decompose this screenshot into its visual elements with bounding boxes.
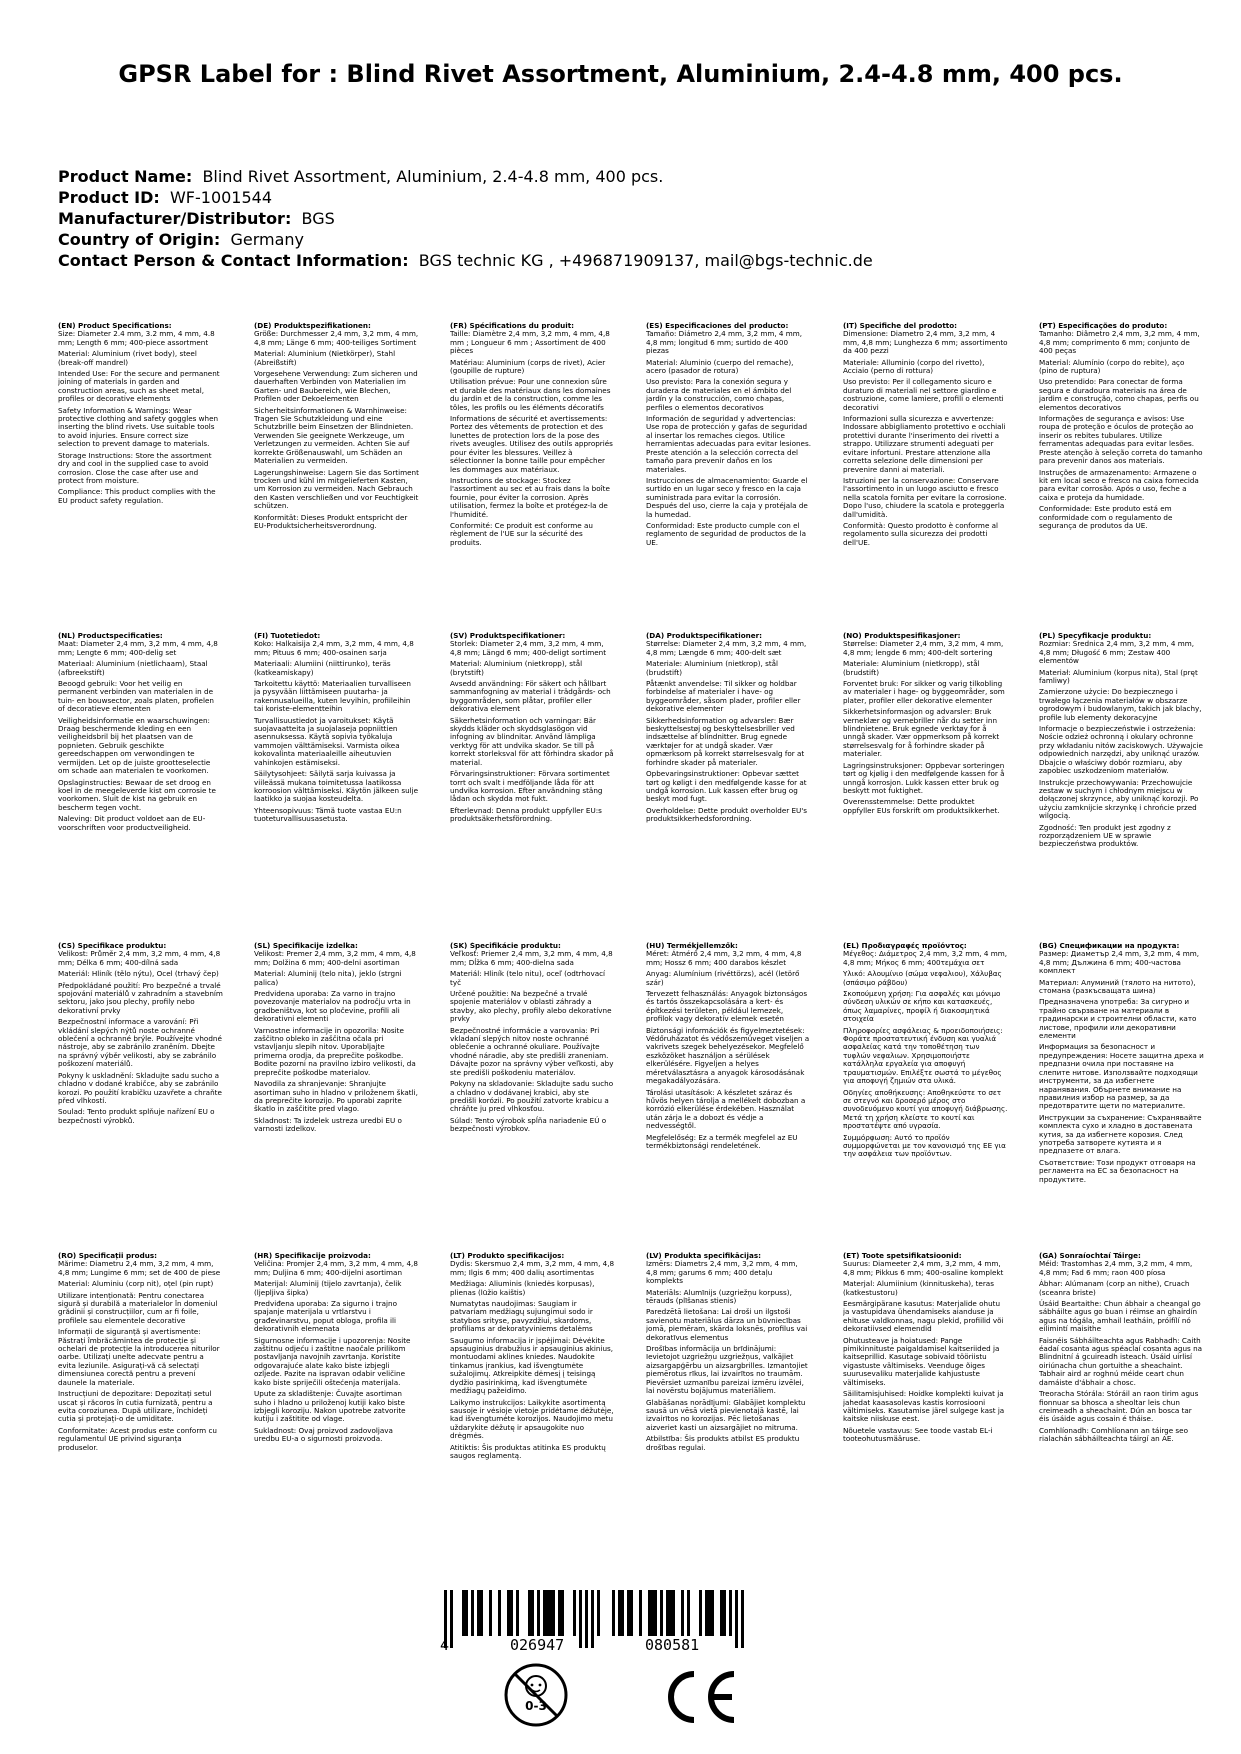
spec-paragraph: Glabāšanas norādījumi: Glabājiet komplektu sausā un vēsā vietā pievienotajā kastē, lai izvairītos no korozijas. Pēc lietošanas aizveriet kasti un aizsargājiet no mitruma. [646, 1397, 806, 1432]
spec-paragraph: Material: Aluminiu (corp nit), oțel (pin rupt) [58, 1279, 214, 1289]
spec-heading: (ES) Especificaciones del producto: [646, 322, 789, 330]
info-label: Contact Person & Contact Information: [58, 251, 409, 270]
spec-paragraph: Tervezett felhasználás: Anyagok biztonságos és tartós összekapcsolására a kert- és építkezési területen, például lemezek, profilok vagy dekoratív elemek esetén [646, 989, 808, 1024]
spec-heading: (PT) Especificações do produto: [1039, 322, 1168, 330]
spec-paragraph: Navodila za shranjevanje: Shranjujte asortiman suho in hladno v priloženem škatli, da preprečite korozijo. Po uporabi zaprite škatlo in zaščitite pred vlago. [254, 1079, 418, 1114]
barcode-bar [498, 1590, 501, 1636]
spec-paragraph: Bezpečnostní informace a varování: Při vkládání slepých nýtů noste ochranné oblečení a ochranné brýle. Používejte vhodné nástroje, aby se zabránilo zraněním. Dbejte na správný výběr velikosti, aby se zabránilo poškození materiálů. [58, 1017, 222, 1069]
spec-paragraph: Tamanho: Diâmetro 2,4 mm, 3,2 mm, 4 mm, 4,8 mm; comprimento 6 mm; conjunto de 400 peças [1039, 329, 1200, 356]
spec-heading: (NL) Productspecificaties: [58, 632, 163, 640]
barcode-bar [711, 1590, 714, 1636]
spec-paragraph: Nõuetele vastavus: See toode vastab EL-i tooteohutusmääruse. [843, 1425, 993, 1444]
spec-paragraph: Størrelse: Diameter 2,4 mm, 3,2 mm, 4 mm, 4,8 mm; lengde 6 mm; 400-delt sortering [843, 639, 1004, 657]
spec-paragraph: Turvallisuustiedot ja varoitukset: Käytä suojavaatteita ja suojalaseja popniittien asennuksessa. Käytä sopivia työkaluja vammojen välttämiseksi. Varmista oikea kokovalinta materiaaleille aiheutuvien vahinkojen estämiseksi. [254, 715, 400, 767]
spec-heading: (LV) Produkta specifikācijas: [646, 1252, 761, 1260]
info-row [58, 250, 1198, 271]
spec-paragraph: Информация за безопасност и предупреждения: Носете защитна дреха и предпазни очила при поставяне на слепите нитове. Използвайте подходящи инструменти, за да избегнете наранявания. Обърнете внимание на правилния избор на размер, за да предотвратите щети по материалите. [1039, 1042, 1204, 1111]
spec-paragraph: Overholdelse: Dette produkt overholder EU's produktsikkerhedsforordning. [646, 805, 808, 824]
spec-paragraph: Dydis: Skersmuo 2,4 mm, 3,2 mm, 4 mm, 4,8 mm; Ilgis 6 mm; 400 dalių asortimentas [450, 1259, 615, 1277]
barcode-bar [465, 1590, 468, 1636]
barcode-bar [573, 1590, 576, 1636]
barcode-bar [597, 1590, 600, 1636]
product-info [58, 166, 1198, 271]
spec-paragraph: Safety Information & Warnings: Wear protective clothing and safety goggles when inserting the blind rivets. Use suitable tools to avoid injuries. Ensure correct size selection to prevent damage to materials. [58, 405, 219, 449]
barcode-bar [639, 1590, 642, 1636]
spec-paragraph: Предназначена употреба: За сигурно и трайно свързване на материали в градинарски и строителни области, като листове, профили или декоративни елементи [1039, 997, 1197, 1041]
spec-block [254, 1252, 419, 1552]
barcode-bar [507, 1590, 510, 1636]
spec-paragraph: Uso pretendido: Para conectar de forma segura e duradoura materiais na área de jardim e construção, como chapas, perfis ou elementos decorativos [1039, 377, 1199, 412]
spec-paragraph: Predviđena uporaba: Za sigurno i trajno spajanje materijala u vrtlarstvu i građevinarstvu, poput obloga, profila ili dekorativnih elemenata [254, 1299, 397, 1334]
spec-heading: (FR) Spécifications du produit: [450, 322, 575, 330]
spec-heading: (RO) Specificații produs: [58, 1252, 157, 1260]
info-value: BGS [301, 209, 335, 228]
spec-paragraph: Conformità: Questo prodotto è conforme al regolamento sulla sicurezza dei prodotti dell'UE. [843, 520, 999, 547]
spec-block [843, 942, 1008, 1242]
spec-heading: (NO) Produktspesifikasjoner: [843, 632, 961, 640]
barcode-bar [546, 1590, 549, 1636]
spec-paragraph: Upute za skladištenje: Čuvajte asortiman suho i hladno u priloženoj kutiji kako biste izbjegli koroziju. Nakon upotrebe zatvorite kutiju i zaštitite od vlage. [254, 1389, 406, 1424]
spec-paragraph: Größe: Durchmesser 2,4 mm, 3,2 mm, 4 mm, 4,8 mm; Länge 6 mm; 400-teiliges Sortiment [254, 329, 419, 347]
info-row [58, 166, 1198, 187]
spec-heading: (IT) Specifiche del prodotto: [843, 322, 958, 330]
spec-paragraph: Konformität: Dieses Produkt entspricht der EU-Produktsicherheitsverordnung. [254, 512, 408, 530]
spec-paragraph: Vorgesehene Verwendung: Zum sicheren und dauerhaften Verbinden von Materialien im Garten- und Baubereich, wie Blechen, Profilen oder Dekoelementen [254, 369, 418, 404]
spec-paragraph: Saugumo informacija ir įspėjimai: Dėvėkite apsauginius drabužius ir apsauginius akinius, montuodami aklines kniedes. Naudokite tinkamus įrankius, kad išvengtumėte sužalojimų. Atkreipkite dėmesį į teisingą dydžio pasirinkimą, kad išvengtumėte medžiagų pažeidimo. [450, 1335, 614, 1396]
spec-heading: (EN) Product Specifications: [58, 322, 172, 330]
barcode-bar [480, 1590, 483, 1636]
spec-paragraph: Materiale: Alluminio (corpo del rivetto), Acciaio (perno di rottura) [843, 357, 985, 376]
spec-paragraph: Forventet bruk: For sikker og varig tilkobling av materialer i hage- og byggeområder, som plater, profiler eller dekorative elementer [843, 679, 1005, 705]
spec-paragraph: Avsedd användning: För säkert och hållbart sammanfogning av material i trädgårds- och byggområden, som plåtar, profiler eller dekorativa element [450, 679, 611, 714]
spec-paragraph: Medžiaga: Aliuminis (kniedės korpusas), plienas (lūžio kaištis) [450, 1279, 595, 1297]
spec-block [1039, 632, 1204, 932]
spec-paragraph: Opbevaringsinstruktioner: Opbevar sættet tørt og køligt i den medfølgende kasse for at undgå korrosion. Luk kassen efter brug og beskyt mod fugt. [646, 769, 807, 804]
spec-paragraph: Material: Aluminio (cuerpo del remache), acero (pasador de rotura) [646, 357, 794, 376]
barcode-bar [561, 1590, 564, 1636]
barcode-bar [651, 1590, 654, 1636]
spec-paragraph: Material: Aluminium (nietkropp), stål (brytstift) [450, 659, 583, 677]
spec-paragraph: Velikost: Premer 2,4 mm, 3,2 mm, 4 mm, 4,8 mm; Dolžina 6 mm; 400-delni asortiman [254, 949, 416, 967]
info-label: Manufacturer/Distributor: [58, 209, 292, 228]
spec-paragraph: Tamaño: Diámetro 2,4 mm, 3,2 mm, 4 mm, 4,8 mm; longitud 6 mm; surtido de 400 piezas [646, 329, 803, 356]
spec-paragraph: Tarkoitettu käyttö: Materiaalien turvalliseen ja pysyvään liittämiseen puutarha- ja rakennusalueilla, kuten levyihin, profiileihin tai koriste-elementteihin [254, 679, 411, 714]
barcode-bar [528, 1590, 531, 1636]
barcode-bar [477, 1590, 480, 1636]
spec-paragraph: Taille: Diamètre 2,4 mm, 3,2 mm, 4 mm, 4,8 mm ; Longueur 6 mm ; Assortiment de 400 pièces [450, 329, 610, 356]
spec-paragraph: Veiligheidsinformatie en waarschuwingen: Draag beschermende kleding en een veiligheidsbril bij het plaatsen van de popnieten. Gebruik geschikte gereedschappen om verwondingen te vermijden. Let op de juiste grootteselectie om schade aan materialen te voorkomen. [58, 715, 211, 776]
spec-paragraph: Megfelelőség: Ez a termék megfelel az EU termékbiztonsági rendeletének. [646, 1132, 798, 1150]
spec-heading: (EL) Προδιαγραφές προϊόντος: [843, 942, 967, 950]
spec-block [450, 1252, 615, 1552]
spec-paragraph: Varnostne informacije in opozorila: Nosite zaščitno obleko in zaščitna očala pri vstavljanju slepih nitov. Uporabljajte primerna orodja, da preprečite poškodbe. Bodite pozorni na pravilno izbiro velikosti, da preprečite poškodbe materialov. [254, 1025, 416, 1077]
spec-paragraph: Съответствие: Този продукт отговаря на регламента на ЕС за безопасност на продуктите. [1039, 1157, 1196, 1184]
spec-paragraph: Materiāls: Alumīnijs (uzgriežņu korpuss), tērauds (plīšanas stienis) [646, 1287, 792, 1306]
spec-heading: (HU) Termékjellemzők: [646, 942, 738, 950]
spec-paragraph: Información de seguridad y advertencias: Use ropa de protección y gafas de seguridad al insertar los remaches ciegos. Utilice herramientas adecuadas para evitar lesiones. Preste atención a la selección correcta del tamaño para prevenir daños en los materiales. [646, 414, 811, 474]
spec-paragraph: Materjal: Alumiinium (kinnituskeha), teras (katkestustoru) [843, 1279, 994, 1297]
spec-block [58, 632, 223, 932]
spec-paragraph: Инструкции за съхранение: Съхранявайте комплекта сухо и хладно в доставената кутия, за да избегнете корозия. След употреба затворете кутията и я предпазете от влага. [1039, 1112, 1202, 1156]
spec-paragraph: Mărime: Diametru 2,4 mm, 3,2 mm, 4 mm, 4,8 mm; Lungime 6 mm; set de 400 de piese [58, 1259, 221, 1277]
barcode-bar [531, 1590, 534, 1636]
spec-block [450, 942, 615, 1242]
spec-paragraph: Veličina: Promjer 2,4 mm, 3,2 mm, 4 mm, 4,8 mm; Duljina 6 mm; 400-dijelni asortiman [254, 1259, 418, 1277]
spec-paragraph: Informações de segurança e avisos: Use roupa de proteção e óculos de proteção ao inserir os rebites tubulares. Utilize ferramentas adequadas para evitar lesões. Preste atenção à seleção correta do tamanho para prevenir danos aos materiais. [1039, 414, 1203, 466]
barcode-bar [543, 1590, 546, 1636]
spec-paragraph: Bezpečnostné informácie a varovania: Pri vkladaní slepých nitov noste ochranné oblečenie a ochranné okuliare. Používajte vhodné náradie, aby ste predišli zraneniam. Dávajte pozor na správny výber veľkosti, aby ste predišli poškodeniu materiálov. [450, 1025, 614, 1077]
barcode-bar [687, 1590, 690, 1636]
spec-block [450, 322, 615, 622]
spec-paragraph: Méret: Átmérő 2,4 mm, 3,2 mm, 4 mm, 4,8 mm; Hossz 6 mm; 400 darabos készlet [646, 949, 802, 967]
spec-paragraph: Informacje o bezpieczeństwie i ostrzeżenia: Noście odzież ochronną i okulary ochronne przy wkładaniu nitów zaciskowych. Używajcie odpowiednich narzędzi, aby uniknąć urazów. Dbajcie o właściwy dobór rozmiaru, aby zapobiec uszkodzeniom materiałów. [1039, 724, 1203, 776]
info-value: Blind Rivet Assortment, Aluminium, 2.4-4.8 mm, 400 pcs. [202, 167, 664, 186]
spec-heading: (CS) Specifikace produktu: [58, 942, 167, 950]
spec-paragraph: Material: Aluminium (Nietkörper), Stahl (Abreißstift) [254, 349, 396, 367]
barcode-bar [654, 1590, 657, 1636]
spec-block [843, 632, 1008, 932]
spec-paragraph: Naleving: Dit product voldoet aan de EU-voorschriften voor productveiligheid. [58, 814, 206, 832]
barcode-right-digits: 080581 [645, 1636, 700, 1654]
info-label: Product ID: [58, 188, 160, 207]
spec-paragraph: Overensstemmelse: Dette produktet oppfyller EUs forskrift om produktsikkerhet. [843, 797, 1000, 815]
info-label: Country of Origin: [58, 230, 221, 249]
spec-heading: (BG) Спецификации на продукта: [1039, 942, 1180, 950]
barcode-bar [558, 1590, 561, 1636]
barcode-bar [462, 1590, 465, 1636]
spec-paragraph: Säkerhetsinformation och varningar: Bär skydds kläder och skyddsglasögon vid infogning av blindnitar. Använd lämpliga verktyg för att undvika skador. Se till på korrekt storleksval för att förhindra skador på material. [450, 715, 614, 767]
spec-heading: (HR) Specifikacije proizvoda: [254, 1252, 371, 1260]
spec-paragraph: Drošības informācija un brīdinājumi: Ievietojot uzgriežņu uzgriežņus, valkājiet aizsargapģērbu un aizsargbrilles. Izmantojiet piemērotus rīkus, lai izvairītos no traumām. Pievērsiet uzmanību pareizai izmēru izvēlei, lai novērstu bojājumus materiāliem. [646, 1344, 808, 1396]
barcode-bar [621, 1590, 624, 1636]
spec-paragraph: Materiaal: Aluminium (nietlichaam), Staal (afbreekstift) [58, 659, 208, 677]
spec-paragraph: Instrucciones de almacenamiento: Guarde el surtido en un lugar seco y fresco en la caja suministrada para evitar la corrosión. Después del uso, cierre la caja y protéjala de la humedad. [646, 475, 808, 519]
barcode-bar [612, 1590, 615, 1636]
spec-heading: (LT) Produkto specifikacijos: [450, 1252, 565, 1260]
barcode-bar [705, 1590, 708, 1636]
spec-heading: (DE) Produktspezifikationen: [254, 322, 371, 330]
spec-paragraph: Soulad: Tento produkt splňuje nařízení EU o bezpečnosti výrobků. [58, 1107, 215, 1125]
spec-paragraph: Material: Aluminij (telo nita), jeklo (strgni palica) [254, 969, 402, 987]
spec-block [254, 322, 419, 622]
barcode-bar [471, 1590, 474, 1636]
spec-paragraph: Informations de sécurité et avertissements: Portez des vêtements de protection et des lunettes de protection lors de la pose des rivets aveugles. Utilisez des outils appropriés pour éviter les blessures. Veillez à sélectionner la bonne taille pour empêcher les dommages aux matériaux. [450, 414, 613, 474]
spec-heading: (SV) Produktspecifikationer: [450, 632, 566, 640]
spec-paragraph: Säilytysohjeet: Säilytä sarja kuivassa ja viileässä mukana toimitetussa laatikossa korroosion välttämiseksi. Käytön jälkeen sulje laatikko ja suojaa kosteudelta. [254, 769, 419, 804]
barcode-bar [450, 1590, 453, 1648]
spec-paragraph: Υλικό: Αλουμίνιο (σώμα νεφαλιου), Χάλυβας (σπάσιμο ράβδου) [843, 969, 1002, 987]
spec-block [450, 632, 615, 932]
barcode-left-digits: 026947 [510, 1636, 565, 1654]
spec-paragraph: Sukladnost: Ovaj proizvod zadovoljava uredbu EU-a o sigurnosti proizvoda. [254, 1425, 393, 1444]
barcode-bar [516, 1590, 519, 1636]
spec-heading: (FI) Tuotetiedot: [254, 632, 321, 640]
spec-paragraph: Conformitate: Acest produs este conform cu regulamentul UE privind siguranța produselor. [58, 1425, 217, 1452]
spec-block [58, 942, 223, 1242]
spec-paragraph: Påtænkt anvendelse: Til sikker og holdbar forbindelse af materialer i have- og byggeområder, såsom plader, profiler eller dekorative elementer [646, 679, 801, 714]
ce-mark-icon [660, 1668, 740, 1726]
spec-paragraph: Numatytas naudojimas: Saugiam ir patvariam medžiagų sujungimui sodo ir statybos srityse, pavyzdžiui, skardoms, profiliams ar dekoratyviniems detalėms [450, 1299, 593, 1334]
barcode-bar [537, 1590, 540, 1636]
spec-paragraph: Sigurnosne informacije i upozorenja: Nosite zaštitnu odjeću i zaštitne naočale prilikom postavljanja navojnih zavrtanja. Koristite odgovarajuće alate kako biste izbjegli ozljede. Pazite na ispravan odabir veličine kako biste spriječili oštećenja materijala. [254, 1335, 411, 1387]
barcode-bar [708, 1590, 711, 1636]
spec-paragraph: Material: Aluminium (rivet body), steel (break-off mandrel) [58, 349, 197, 367]
spec-paragraph: Materiale: Aluminium (nietkrop), stål (brudstift) [646, 659, 779, 677]
spec-paragraph: Conformité: Ce produit est conforme au règlement de l'UE sur la sécurité des produits. [450, 520, 593, 547]
spec-block [843, 322, 1008, 622]
barcode-bar [618, 1590, 621, 1636]
spec-paragraph: Lagringsinstruksjoner: Oppbevar sorteringen tørt og kjølig i den medfølgende kassen for å unngå korrosjon. Lukk kassen etter bruk og beskytt mot fuktighet. [843, 760, 1005, 795]
spec-paragraph: Säilitamisjuhised: Hoidke komplekti kuivat ja jahedat kaasasolevas kastis korrosiooni vältimiseks. Kasutamise järel sulgege kast ja kaitske niiskuse eest. [843, 1389, 1005, 1424]
spec-block [646, 322, 811, 622]
spec-paragraph: Opslaginstructies: Bewaar de set droog en koel in de meegeleverde kist om corrosie te voorkomen. Sluit de kist na gebruik en bescherm tegen vocht. [58, 777, 216, 812]
spec-paragraph: Biztonsági információk és figyelmeztetések: Védőruházatot és védőszemüveget viseljen a vakrivets szegek behelyezésekor. Megfelelő eszközöket használjon a sérülések elkerülésére. Figyeljen a helyes méretválasztásra a anyagok károsodásának megakadályozására. [646, 1025, 810, 1086]
spec-paragraph: Materiál: Hliník (tělo nýtu), Ocel (trhavý čep) [58, 969, 219, 979]
spec-paragraph: Faisnéis Sábháilteachta agus Rabhadh: Caith éadaí cosanta agus spéaclaí cosanta agus na Blindnitní á gcuireadh isteach. Úsáid uirlisí oiriúnacha chun gortuithe a sheachaint. Tabhair aird ar roghnú méide ceart chun damáiste d'ábhair a chosc. [1039, 1335, 1203, 1387]
spec-paragraph: Matériau: Aluminium (corps de rivet), Acier (goupille de rupture) [450, 357, 606, 376]
barcode-bar [660, 1590, 663, 1636]
spec-paragraph: Informații de siguranță și avertismente: Păstrați îmbrăcămintea de protecție și ochelari de protecție la introducerea niturilor oarbe. Utilizați unelte adecvate pentru a evita leziunile. Asigurați-vă că selectați dimensiunea corectă pentru a preveni daunele la materiale. [58, 1327, 220, 1387]
info-row [58, 229, 1198, 250]
spec-paragraph: Uso previsto: Per il collegamento sicuro e duraturo di materiali nel settore giardino e costruzione, come lamiere, profili o elementi decorativi [843, 377, 1004, 412]
spec-paragraph: Σκοπούμενη χρήση: Για ασφαλές και μόνιμο σύνδεση υλικών σε κήπο και κατασκευές, όπως λαμαρίνες, προφίλ ή διακοσμητικά στοιχεία [843, 989, 1001, 1024]
spec-heading: (SK) Špecifikácie produktu: [450, 942, 561, 950]
spec-paragraph: Sikkerhedsinformation og advarsler: Bær beskyttelsestøj og beskyttelsesbriller ved indsættelse af blindnitter. Brug egnede værktøjer for at undgå skader. Vær opmærksom på korrekt størrelsesvalg for at forhindre skader på materialer. [646, 715, 805, 767]
age-label: 0-3 [525, 1699, 547, 1713]
barcode-bar [669, 1590, 672, 1636]
spec-paragraph: Materiał: Aluminium (korpus nita), Stal (pręt famliwy) [1039, 667, 1198, 686]
spec-heading: (ET) Toote spetsifikatsioonid: [843, 1252, 962, 1260]
spec-paragraph: Úsáid Beartaithe: Chun ábhair a cheangal go sábháilte agus go buan i réimse an ghairdín agus na tógála, amhail leatháin, próifílí nó eilimintí maisithe [1039, 1299, 1201, 1334]
spec-paragraph: Súlad: Tento výrobok spĺňa nariadenie EÚ o bezpečnosti výrobkov. [450, 1115, 607, 1134]
info-label: Product Name: [58, 167, 193, 186]
barcode-bar [630, 1590, 633, 1636]
spec-paragraph: Pokyny na skladovanie: Skladujte sadu sucho a chladno v dodávanej krabici, aby ste predišli korózii. Po použití zatvorte krabicu a chráňte ju pred vlhkosťou. [450, 1079, 614, 1114]
info-value: Germany [230, 230, 304, 249]
spec-paragraph: Størrelse: Diameter 2,4 mm, 3,2 mm, 4 mm, 4,8 mm; Længde 6 mm; 400-delt sæt [646, 639, 807, 657]
spec-block [58, 322, 223, 622]
spec-paragraph: Materiaali: Alumiini (niittirunko), teräs (katkeamiskapy) [254, 659, 391, 677]
barcode-bar [591, 1590, 594, 1648]
info-row [58, 187, 1198, 208]
spec-paragraph: Lagerungshinweise: Lagern Sie das Sortiment trocken und kühl im mitgelieferten Kasten, um Korrosion zu vermeiden. Nach Gebrauch den Kasten verschließen und vor Feuchtigkeit schützen. [254, 467, 419, 511]
barcode-bar [549, 1590, 552, 1636]
spec-paragraph: Velikost: Průměr 2,4 mm, 3,2 mm, 4 mm, 4,8 mm; Délka 6 mm; 400-dílná sada [58, 949, 221, 967]
spec-paragraph: Zamierzone użycie: Do bezpiecznego i trwałego łączenia materiałów w obszarze ogrodowym i budowlanym, takich jak blachy, profile lub elementy dekoracyjne [1039, 687, 1202, 722]
spec-paragraph: Conformidad: Este producto cumple con el reglamento de seguridad de productos de la UE. [646, 520, 806, 547]
barcode-bar [489, 1590, 492, 1636]
spec-heading: (SL) Specifikacije izdelka: [254, 942, 358, 950]
spec-paragraph: Μέγεθος: Διάμετρος 2,4 mm, 3,2 mm, 4 mm, 4,8 mm; Μήκος 6 mm; 400τεμάχια σετ [843, 949, 1007, 967]
spec-paragraph: Atitiktis: Šis produktas atitinka ES produktų saugos reglamentą. [450, 1442, 606, 1460]
spec-heading: (PL) Specyfikacje produktu: [1039, 632, 1152, 640]
barcode-bar [627, 1590, 630, 1636]
barcode-bar [741, 1590, 744, 1648]
spec-paragraph: Storlek: Diameter 2,4 mm, 3,2 mm, 4 mm, 4,8 mm; Längd 6 mm; 400-deligt sortiment [450, 639, 607, 657]
spec-paragraph: Předpokládané použití: Pro bezpečné a trvalé spojování materiálů v zahradním a stavebním sektoru, jako jsou plechy, profily nebo dekorativní prvky [58, 980, 223, 1015]
spec-paragraph: Laikymo instrukcijos: Laikykite asortimentą sausoje ir vėsioje vietoje pridėtame dėžutėje, kad išvengtumėte korozijos. Naudojimo metu uždarykite dėžutę ir apsaugokite nuo drėgmės. [450, 1397, 614, 1441]
spec-paragraph: Materijal: Aluminij (tijelo zavrtanja), čelik (ljepljiva šipka) [254, 1279, 402, 1297]
spec-paragraph: Intended Use: For the secure and permanent joining of materials in garden and construction areas, such as sheet metal, profiles or decorative elements [58, 369, 220, 404]
spec-paragraph: Instrucțiuni de depozitare: Depozitați setul uscat și răcoros în cutia furnizată, pentru a evita coroziunea. După utilizare, închideți cutia și protejați-o de umiditate. [58, 1389, 213, 1424]
spec-paragraph: Méid: Trastomhas 2,4 mm, 3,2 mm, 4 mm, 4,8 mm; Fad 6 mm; raon 400 píosa [1039, 1259, 1193, 1277]
spec-paragraph: Paredzētā lietošana: Lai droši un ilgstoši savienotu materiālus dārza un būvniecības jomā, piemēram, skārda loksnēs, profilus vai dekoratīvus elementus [646, 1307, 808, 1342]
spec-paragraph: Размер: Диаметър 2,4 mm, 3,2 mm, 4 mm, 4,8 mm; Дължина 6 mm; 400-частова комплект [1039, 949, 1200, 976]
spec-block [254, 942, 419, 1242]
spec-block [58, 1252, 223, 1552]
spec-paragraph: Sikkerhetsinformasjon og advarsler: Bruk verneklær og vernebriller når du setter inn blindnietene. Bruk egnede verktøy for å unngå skader. Vær oppmerksom på korrekt størrelsesvalg for å forhindre skader på materialer. [843, 707, 1000, 759]
spec-paragraph: Dimensione: Diametro 2,4 mm, 3,2 mm, 4 mm, 4,8 mm; Lunghezza 6 mm; assortimento da 400 pezzi [843, 329, 1008, 356]
spec-paragraph: Comhlíonadh: Comhlíonann an táirge seo rialachán sábháilteachta táirgí an AE. [1039, 1425, 1188, 1444]
spec-paragraph: Tárolási utasítások: A készletet száraz és hűvös helyen tárolja a mellékelt dobozban a korrózió elkerülése érdekében. Használat után zárja le a dobozt és védje a nedvességtől. [646, 1087, 806, 1131]
spec-block [1039, 322, 1204, 622]
spec-paragraph: Koko: Halkaisija 2,4 mm, 3,2 mm, 4 mm, 4,8 mm; Pituus 6 mm; 400-osainen sarja [254, 639, 414, 657]
spec-paragraph: Size: Diameter 2.4 mm, 3.2 mm, 4 mm, 4.8 mm; Length 6 mm; 400-piece assortment [58, 329, 215, 347]
spec-paragraph: Rozmiar: Średnica 2,4 mm, 3,2 mm, 4 mm, 4,8 mm; Długość 6 mm; Zestaw 400 elementów [1039, 639, 1195, 666]
spec-paragraph: Eesmärgipärane kasutus: Materjalide ohutu ja vastupidava ühendamiseks aianduse ja ehituse valdkonnas, nagu plekid, profiilid või dekoratiivsed elemendid [843, 1299, 1004, 1334]
spec-block [646, 1252, 811, 1552]
barcode-bar [720, 1590, 723, 1636]
spec-paragraph: Ábhar: Alúmanam (corp an nithe), Cruach (sceanra briste) [1039, 1279, 1190, 1297]
spec-paragraph: Veľkosť: Priemer 2,4 mm, 3,2 mm, 4 mm, 4,8 mm; Dĺžka 6 mm; 400-dielna sada [450, 949, 613, 967]
spec-paragraph: Atbilstība: Šis produkts atbilst ES produktu drošības regulai. [646, 1434, 800, 1452]
spec-paragraph: Beoogd gebruik: Voor het veilig en permanent verbinden van materialen in de tuin- en bouwsector, zoals platen, profielen of decoratieve elementen [58, 679, 214, 714]
barcode-bar [585, 1590, 588, 1648]
info-value: WF-1001544 [169, 188, 273, 207]
spec-paragraph: Suurus: Diameeter 2,4 mm, 3,2 mm, 4 mm, 4,8 mm; Pikkus 6 mm; 400-osaline komplekt [843, 1259, 1004, 1277]
spec-paragraph: Yhteensopivuus: Tämä tuote vastaa EU:n tuoteturvallisuusasetusta. [254, 805, 402, 824]
spec-paragraph: Uso previsto: Para la conexión segura y duradera de materiales en el ámbito del jardín y la construcción, como chapas, perfiles o elementos decorativos [646, 377, 792, 412]
spec-paragraph: Instruções de armazenamento: Armazene o kit em local seco e fresco na caixa fornecida para evitar corrosão. Após o uso, feche a caixa e proteja da humidade. [1039, 467, 1199, 502]
spec-paragraph: Predvidena uporaba: Za varno in trajno povezovanje materialov na področju vrta in gradbeništva, kot so pločevine, profili ali dekorativni elementi [254, 989, 411, 1024]
spec-paragraph: Určené použitie: Na bezpečné a trvalé spojenie materiálov v oblasti záhrady a stavby, ako plechy, profily alebo dekoratívne prvky [450, 989, 612, 1024]
info-value: BGS technic KG , +496871909137, mail@bgs-technic.de [418, 251, 873, 270]
barcode-bar [510, 1590, 513, 1636]
spec-paragraph: Materiale: Aluminium (nietkropp), stål (brudstift) [843, 659, 980, 677]
spec-block [646, 632, 811, 932]
spec-paragraph: Sicherheitsinformationen & Warnhinweise: Tragen Sie Schutzkleidung und eine Schutzbrille beim Einsetzen der Blindnieten. Verwenden Sie geeignete Werkzeuge, um Verletzungen zu vermeiden. Achten Sie auf korrekte Größenauswahl, um Schäden an Materialien zu vermeiden. [254, 405, 414, 466]
spec-block [1039, 942, 1204, 1242]
spec-paragraph: Compliance: This product complies with the EU product safety regulation. [58, 487, 216, 505]
spec-paragraph: Conformidade: Este produto está em conformidade com o regulamento de segurança de produtos da UE. [1039, 504, 1173, 530]
not-for-children-0-3-icon [503, 1662, 569, 1728]
spec-paragraph: Izmērs: Diametrs 2,4 mm, 3,2 mm, 4 mm, 4,8 mm; garums 6 mm; 400 detaļu komplekts [646, 1259, 798, 1286]
spec-block [1039, 1252, 1204, 1552]
spec-paragraph: Συμμόρφωση: Αυτό το προϊόν συμμορφώνεται με τον κανονισμό της ΕΕ για την ασφάλεια των προϊόντων. [843, 1132, 1006, 1159]
spec-paragraph: Материал: Алуминий (тялото на нитото), стомана (разкъсващата шина) [1039, 977, 1196, 996]
barcode-bar [579, 1590, 582, 1648]
spec-paragraph: Treoracha Stórála: Stóráil an raon tirim agus fionnuar sa bhosca a sheoltar leis chun creimeadh a sheachaint. Dún an bosca tar éis úsáide agus cosain é tháise. [1039, 1389, 1199, 1424]
spec-paragraph: Material: Alumínio (corpo do rebite), aço (pino de ruptura) [1039, 357, 1185, 376]
barcode-bar [672, 1590, 675, 1636]
spec-block [254, 632, 419, 932]
barcode-bar [735, 1590, 738, 1648]
spec-paragraph: Utilisation prévue: Pour une connexion sûre et durable des matériaux dans les domaines du jardin et de la construction, comme les tôles, les profils ou les éléments décoratifs [450, 377, 611, 412]
spec-paragraph: Skladnost: Ta izdelek ustreza uredbi EU o varnosti izdelkov. [254, 1115, 402, 1134]
barcode-bar [552, 1590, 555, 1636]
spec-block [646, 942, 811, 1242]
barcode [436, 1590, 756, 1650]
spec-paragraph: Pokyny k uskladnění: Skladujte sadu sucho a chladno v dodané krabičce, aby se zabránilo korozi. Po použití krabičku uzavřete a chraňte před vlhkostí. [58, 1070, 222, 1105]
barcode-bar [648, 1590, 651, 1636]
barcode-bar [699, 1590, 702, 1636]
barcode-bar [681, 1590, 684, 1636]
spec-paragraph: Instrukcje przechowywania: Przechowujcie zestaw w suchym i chłodnym miejscu w dołączonej skrzynce, aby uniknąć korozji. Po użyciu zamknijcie skrzynkę i chrońcie przed wilgocią. [1039, 777, 1199, 821]
spec-paragraph: Οδηγίες αποθήκευσης: Αποθηκεύστε το σετ σε στεγνό και δροσερό μέρος στο συνοδευόμενο κουτί για αποφυγή διάβρωσης. Μετά τη χρήση κλείστε το κουτί και προστατέψτε από υγρασία. [843, 1087, 1008, 1131]
info-row [58, 208, 1198, 229]
spec-paragraph: Zgodność: Ten produkt jest zgodny z rozporządzeniem UE w sprawie bezpieczeństwa produktów. [1039, 822, 1171, 849]
spec-paragraph: Ohutusteave ja hoiatused: Pange pimikinnituste paigaldamisel kaitseriided ja kaitseprillid. Kasutage sobivaid tööriistu vigastuste vältimiseks. Veenduge õiges suurusevaliku materjalide kahjustuste vältimiseks. [843, 1335, 1000, 1387]
spec-paragraph: Efterlevnad: Denna produkt uppfyller EU:s produktsäkerhetsförordning. [450, 805, 602, 824]
barcode-bar [666, 1590, 669, 1636]
spec-paragraph: Instructions de stockage: Stockez l'assortiment au sec et au frais dans la boîte fournie, pour éviter la corrosion. Après utilisation, fermez la boîte et protégez-la de l'humidité. [450, 475, 610, 519]
barcode-bar [729, 1590, 732, 1636]
spec-paragraph: Maat: Diameter 2,4 mm, 3,2 mm, 4 mm, 4,8 mm; Lengte 6 mm; 400-delig set [58, 639, 218, 657]
spec-paragraph: Istruzioni per la conservazione: Conservare l'assortimento in un luogo asciutto e fresco nella scatola fornita per evitare la corrosione. Dopo l'uso, chiudere la scatola e proteggerla dall'umidità. [843, 475, 1007, 519]
spec-paragraph: Materiál: Hliník (telo nitu), oceľ (odtrhovací tyč [450, 969, 606, 987]
spec-block [843, 1252, 1008, 1552]
spec-paragraph: Storage Instructions: Store the assortment dry and cool in the supplied case to avoid corrosion. Close the case after use and protect from moisture. [58, 450, 212, 485]
barcode-lead-digit: 4 [440, 1636, 450, 1654]
spec-paragraph: Utilizare intenționată: Pentru conectarea sigură și durabilă a materialelor în domeniul grădinii și construcțiilor, cum ar fi foile, profilele sau elementele decorative [58, 1290, 218, 1325]
spec-paragraph: Anyag: Alumínium (rivéttörzs), acél (letörő szár) [646, 969, 800, 987]
barcode-bar [723, 1590, 726, 1636]
spec-paragraph: Informazioni sulla sicurezza e avvertenze: Indossare abbigliamento protettivo e occhiali protettivi durante l'inserimento dei rivetti a strappo. Utilizzare strumenti adeguati per evitare infortuni. Prestare attenzione alla corretta selezione delle dimensioni per prevenire danni ai materiali. [843, 414, 1006, 474]
spec-heading: (DA) Produktspecifikationer: [646, 632, 763, 640]
spec-paragraph: Πληροφορίες ασφάλειας & προειδοποιήσεις: Φοράτε προστατευτική ένδυση και γυαλιά ασφαλείας κατά την τοποθέτηση των τυφλών νεφαλιων. Χρησιμοποιήστε κατάλληλα εργαλεία για αποφυγή τραυματισμών. Επιλέξτε σωστά το μέγεθος για αποφυγή ζημιών στα υλικά. [843, 1025, 1003, 1086]
spec-paragraph: Förvaringsinstruktioner: Förvara sortimentet torrt och svalt i medföljande låda för att undvika korrosion. Efter användning stäng lådan och skydda mot fukt. [450, 769, 610, 804]
spec-heading: (GA) Sonraíochtaí Táirge: [1039, 1252, 1141, 1260]
page-title: GPSR Label for : Blind Rivet Assortment, Aluminium, 2.4-4.8 mm, 400 pcs. [118, 60, 1123, 88]
